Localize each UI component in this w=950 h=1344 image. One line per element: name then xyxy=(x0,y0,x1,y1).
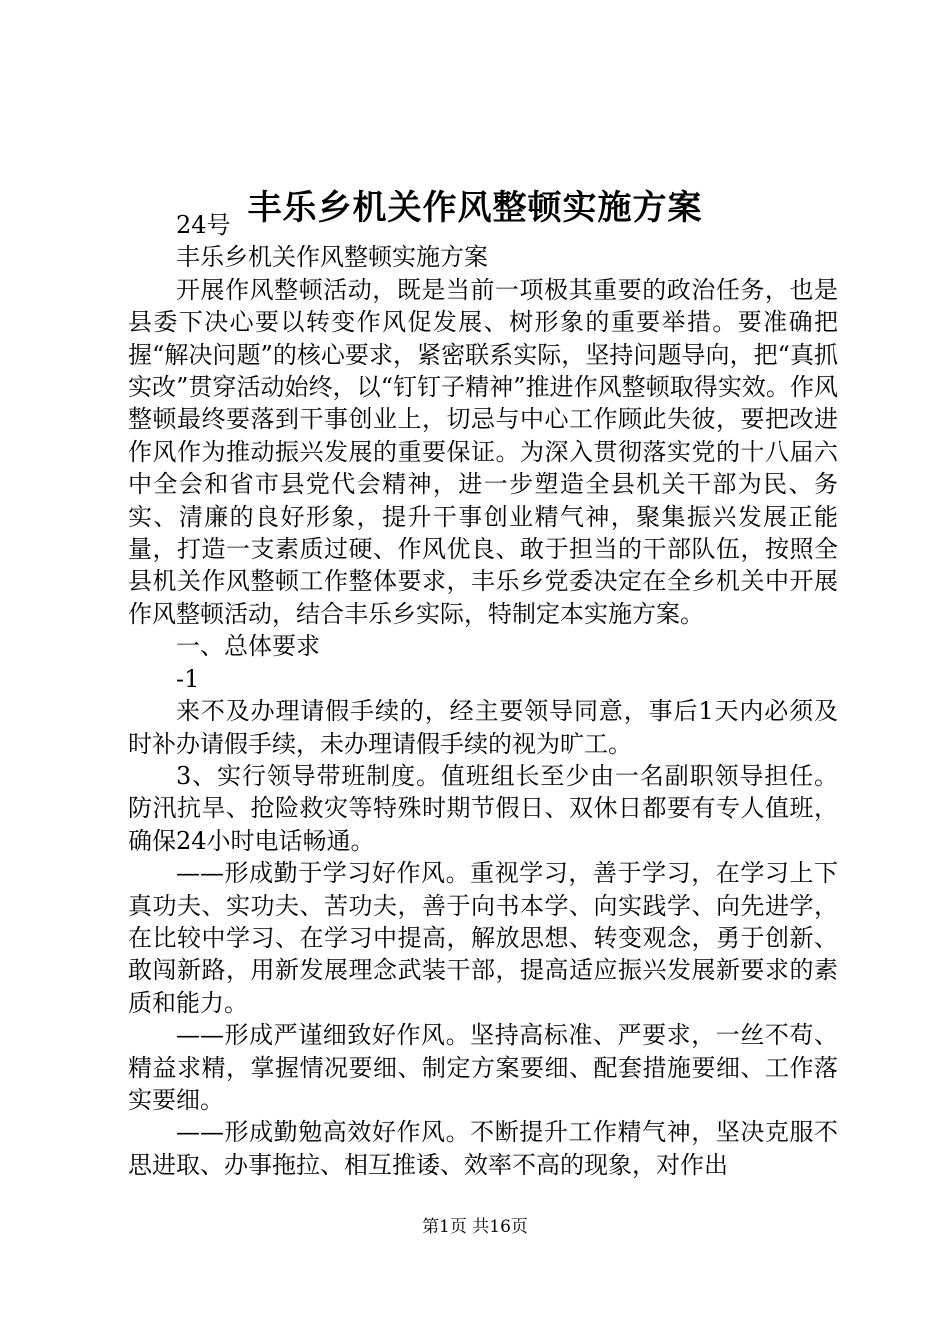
study-style-paragraph: ——形成勤于学习好作风。重视学习，善于学习，在学习上下真功夫、实功夫、苦功夫，善于向书本学、向实践学、向先进学，在比较中学习、在学习中提高，解放思想、转变观念，勇于创新、敢闯新路，用新发展理念武装干部，提高适应振兴发展新要求的素质和能力。 xyxy=(128,859,838,1017)
page-footer: 第1页 共16页 xyxy=(422,1217,528,1237)
page-marker: -1 xyxy=(176,664,200,693)
document-body xyxy=(128,209,838,1181)
document-subtitle: 丰乐乡机关作风整顿实施方案 xyxy=(176,243,488,272)
document-title: 丰乐乡机关作风整顿实施方案 xyxy=(247,188,703,228)
diligence-style-paragraph: ——形成勤勉高效好作风。不断提升工作精气神，坚决克服不思进取、办事拖拉、相互推诿、效率不高的现象，对作出 xyxy=(128,1118,838,1179)
leave-paragraph: 来不及办理请假手续的，经主要领导同意，事后1天内必须及时补办请假手续，未办理请假手续的视为旷工。 xyxy=(128,697,838,758)
section-heading: 一、总体要求 xyxy=(176,632,320,661)
duty-paragraph: 3、实行领导带班制度。值班组长至少由一名副职领导担任。防汛抗旱、抢险救灾等特殊时期节假日、双休日都要有专人值班，确保24小时电话畅通。 xyxy=(128,761,838,855)
rigor-style-paragraph: ——形成严谨细致好作风。坚持高标准、严要求，一丝不苟、精益求精，掌握情况要细、制定方案要细、配套措施要细、工作落实要细。 xyxy=(128,1021,838,1114)
document-number: 24号 xyxy=(176,211,231,239)
intro-paragraph: 开展作风整顿活动，既是当前一项极其重要的政治任务，也是县委下决心要以转变作风促发展、树形象的重要举措。要准确把握“解决问题”的核心要求，紧密联系实际，坚持问题导向，把“真抓实改”贯穿活动始终，以“钉钉子精神”推进作风整顿取得实效。作风整顿最终要落到干事创业上，切忌与中心工作顾此失彼，要把改进作风作为推动振兴发展的重要保证。为深入贯彻落实党的十八届六中全会和省市县党代会精神，进一步塑造全县机关干部为民、务实、清廉的良好形象，提升干事创业精气神，聚集振兴发展正能量，打造一支素质过硬、作风优良、敢于担当的干部队伍，按照全县机关作风整顿工作整体要求，丰乐乡党委决定在全乡机关中开展作风整顿活动，结合丰乐乡实际，特制定本实施方案。 xyxy=(128,275,838,628)
